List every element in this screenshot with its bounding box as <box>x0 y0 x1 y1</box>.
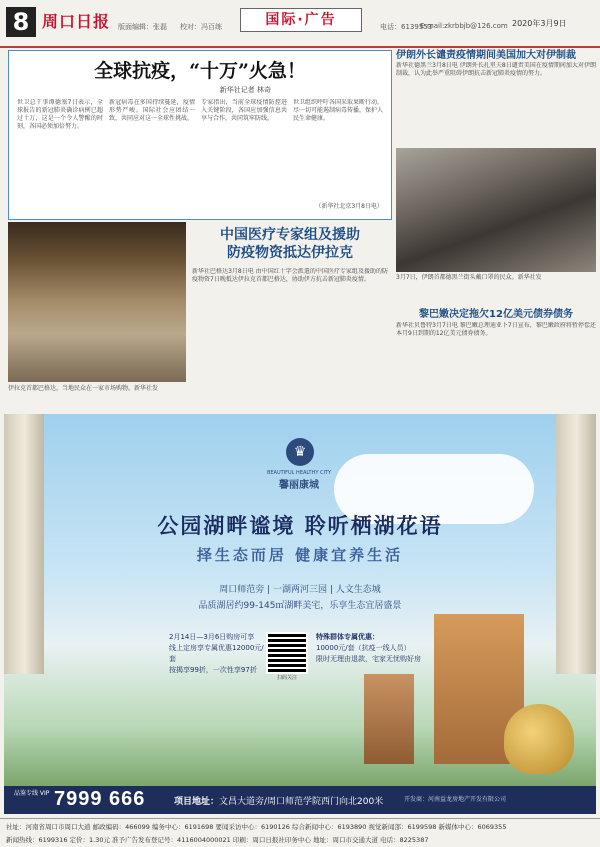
ad-contact-bar <box>4 786 596 814</box>
article-byline: 新华社记者 林奇 <box>219 86 271 94</box>
promo-line: 按揭享99折，一次性享97折 <box>169 666 257 674</box>
ad-phone: 7999 666 <box>54 788 146 810</box>
address-value: 文昌大道旁/周口师范学院西门向北200米 <box>219 797 384 807</box>
crown-icon: ♛ <box>286 438 314 466</box>
ad-address <box>174 794 383 807</box>
page-header <box>0 0 600 48</box>
section-title: 国际·广告 <box>240 8 362 32</box>
article-experts-body: 新华社巴格达3月8日电 由中国红十字会派遣的中国医疗专家组及援助的防疫物资7日晚抵达伊拉克首都巴格达，协助伊方抗击新冠肺炎疫情。 <box>192 268 388 283</box>
article-lebanon-title: 黎巴嫩决定拖欠12亿美元债券债务 <box>419 309 573 320</box>
qr-caption: 扫码关注 <box>276 675 297 681</box>
article-column: 世卫总干事谭德塞7日表示，全球报告的新冠肺炎确诊病例已超过十万，这是一个令人警醒的时刻，各国必须加倍努力。 <box>17 99 103 130</box>
photo-caption: 伊拉克首都巴格达，当地民众在一家市场购物。新华社发 <box>8 385 159 392</box>
tower-graphic <box>364 674 414 764</box>
article-column: 世卫组织呼吁各国采取果断行动，尽一切可能遏制病毒传播，保护人民生命健康。 <box>293 99 383 122</box>
address-label: 项目地址： <box>174 797 220 807</box>
title-line: 中国医疗专家组及援助 <box>220 227 360 243</box>
proofreader-credit: 校对：冯百练 <box>180 23 222 31</box>
footer-line: 社址：河南省周口市周口大道 邮政编码：466099 编务中心：6191698 要闻采访中心：6190126 综合新闻中心：6193890 视觉新闻部：6199598 新媒体中心：6069355 <box>6 823 507 831</box>
title-line: 防疫物资抵达伊拉克 <box>227 245 353 261</box>
ad-location: 周口师范旁 | 一湖两河三园 | 人文生态城 <box>219 585 381 595</box>
ad-subline: 择生态而居 健康宜养生活 <box>196 546 404 564</box>
ad-promo-special <box>316 632 436 665</box>
ad-headline: 公园湖畔谧境 聆听栖湖花语 <box>157 514 443 538</box>
promo-line: 2月14日—3月6日购房可享 <box>169 633 255 641</box>
newspaper-logo: 周口日报 <box>42 12 111 31</box>
market-photo <box>8 222 186 382</box>
ad-brand <box>244 470 354 491</box>
article-column: 新冠病毒在多国持续蔓延，疫情形势严峻。国际社会应团结一致，共同应对这一全球性挑战。 <box>109 99 195 122</box>
promo-line: 限时无理由退款，宅家无忧购好房 <box>316 655 421 663</box>
phone-label: 品鉴专线 VIP <box>14 790 50 797</box>
article-title: 全球抗疫，“十万”火急！ <box>94 60 306 82</box>
article-iran-title: 伊朗外长谴责疫情期间美国加大对伊制裁 <box>396 50 576 61</box>
editor-credit: 版面编辑：张磊 <box>118 23 167 31</box>
page-footer <box>0 818 600 847</box>
article-dateline: （新华社北京3月8日电） <box>315 203 383 210</box>
page-number: 8 <box>6 7 36 37</box>
promo-line: 10000元/套（抗疫一线人员） <box>316 644 411 652</box>
article-lebanon-body: 新华社贝鲁特3月7日电 黎巴嫩总理迪亚卜7日宣布，黎巴嫩政府将暂停偿还本月9日到期的12亿美元债券债务。 <box>396 322 596 337</box>
swan-sculpture-graphic <box>504 704 574 774</box>
header-phone: 电话：6139553 <box>380 23 433 31</box>
issue-date: 2020年3月9日 <box>512 19 567 28</box>
article-experts-title <box>190 226 390 262</box>
real-estate-ad <box>4 414 596 814</box>
promo-line: 线上定房享专属优惠12000元/套 <box>169 644 264 663</box>
qr-code[interactable] <box>266 632 308 674</box>
ad-area: 品质湖居约99-145㎡湖畔美宅，乐享生态宜居盛景 <box>198 601 402 611</box>
promo-title: 特殊群体专属优惠： <box>316 633 379 641</box>
brand-tagline: BEAUTIFUL HEALTHY CITY <box>266 470 332 476</box>
article-iran-body: 新华社德黑兰3月8日电 伊朗外长扎里夫8日谴责美国在疫情期间加大对伊朗制裁，认为此举严重阻碍伊朗抗击新冠肺炎疫情的努力。 <box>396 62 596 77</box>
article-column: 专家指出，当前全球疫情防控进入关键阶段，各国应加强信息共享与合作，共同筑牢防线。 <box>201 99 287 122</box>
footer-line: 新闻热线：6199316 定价：1.30元 准予广告发布登记号：4116004000021 印刷：周口日报社印务中心 地址：周口市交通大道 电话：8225387 <box>6 836 429 844</box>
header-email: E-mail:zkrbbjb@126.com <box>420 22 508 30</box>
ad-promo-general <box>169 632 269 676</box>
brand-name: 馨丽康城 <box>279 480 319 491</box>
street-photo <box>396 148 596 272</box>
ad-developer: 开发商：河南益龙房地产开发有限公司 <box>404 796 507 803</box>
photo-caption: 3月7日，伊朗首都德黑兰街头戴口罩的民众。新华社发 <box>396 274 542 281</box>
article-global-epidemic <box>8 50 392 220</box>
